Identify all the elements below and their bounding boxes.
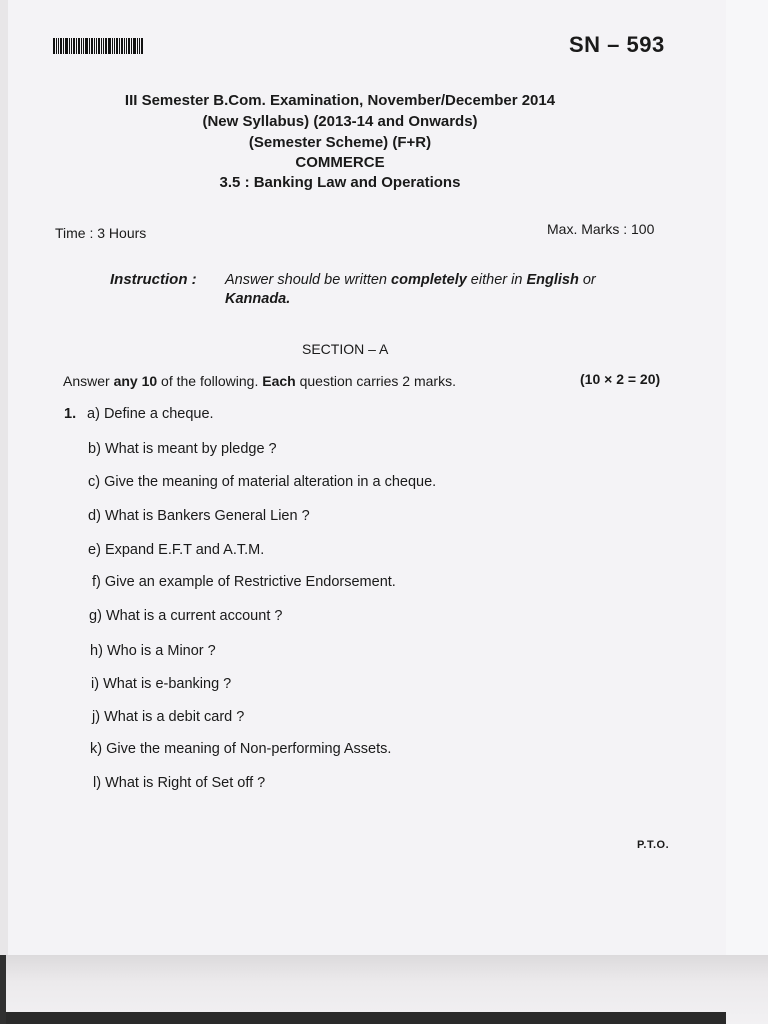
scheme-line: (Semester Scheme) (F+R) [248,134,432,151]
barcode-bar [101,38,102,54]
subject-line: COMMERCE [295,154,385,171]
marks-formula: (10 × 2 = 20) [580,371,661,387]
paper-edge [726,0,768,1024]
barcode-bar [119,38,120,54]
section-title: SECTION – A [302,341,389,357]
paper-title: 3.5 : Banking Law and Operations [219,174,461,191]
barcode-bar [121,38,123,54]
barcode-bar [116,38,118,54]
barcode-bar [128,38,130,54]
barcode-bar [56,38,57,54]
syllabus-line: (New Syllabus) (2013-14 and Onwards) [202,113,478,130]
barcode-bar [126,38,127,54]
barcode-bar [81,38,82,54]
barcode-bar [58,38,59,54]
barcode-bar [141,38,143,54]
question-item: a) Define a cheque. [87,406,214,422]
barcode [53,38,153,54]
barcode-bar [94,38,95,54]
time-allowed: Time : 3 Hours [55,225,147,241]
barcode-bar [137,38,138,54]
question-item: i) What is e-banking ? [91,676,232,692]
barcode-bar [65,38,68,54]
question-item: e) Expand E.F.T and A.T.M. [88,542,265,558]
barcode-bar [69,38,70,54]
question-item: g) What is a current account ? [89,608,283,624]
barcode-bar [78,38,80,54]
instruction-text: Answer should be written completely either in English or Kannada. [225,272,596,307]
barcode-bar [83,38,84,54]
exam-title: III Semester B.Com. Examination, November/December 2014 [124,92,556,109]
barcode-bar [139,38,140,54]
barcode-bar [124,38,125,54]
barcode-bar [71,38,72,54]
instruction-label: Instruction : [110,271,197,288]
question-item: j) What is a debit card ? [92,709,245,725]
max-marks: Max. Marks : 100 [547,221,655,237]
question-item: b) What is meant by pledge ? [88,441,277,457]
please-turn-over: P.T.O. [637,839,670,851]
barcode-bar [98,38,100,54]
question-item: d) What is Bankers General Lien ? [88,508,310,524]
barcode-bar [103,38,104,54]
barcode-bar [114,38,115,54]
question-number: 1. [64,406,77,422]
answer-instruction: Answer any 10 of the following. Each question carries 2 marks. [63,373,456,389]
scan-shadow-left [0,955,6,1024]
barcode-bar [112,38,113,54]
question-item: c) Give the meaning of material alteration in a cheque. [88,474,437,490]
question-item: l) What is Right of Set off ? [93,775,266,791]
barcode-bar [91,38,93,54]
barcode-bar [53,38,55,54]
barcode-bar [131,38,132,54]
barcode-bar [96,38,97,54]
barcode-bar [85,38,88,54]
question-item: k) Give the meaning of Non-performing Assets. [90,741,392,757]
barcode-bar [133,38,136,54]
barcode-bar [60,38,62,54]
question-item: f) Give an example of Restrictive Endorsement. [92,574,396,590]
barcode-bar [76,38,77,54]
barcode-bar [89,38,90,54]
scan-shadow [0,1012,726,1024]
barcode-bar [73,38,75,54]
question-item: h) Who is a Minor ? [90,643,216,659]
barcode-bar [105,38,107,54]
barcode-bar [108,38,111,54]
barcode-bar [63,38,64,54]
paper-code: SN – 593 [569,32,665,57]
